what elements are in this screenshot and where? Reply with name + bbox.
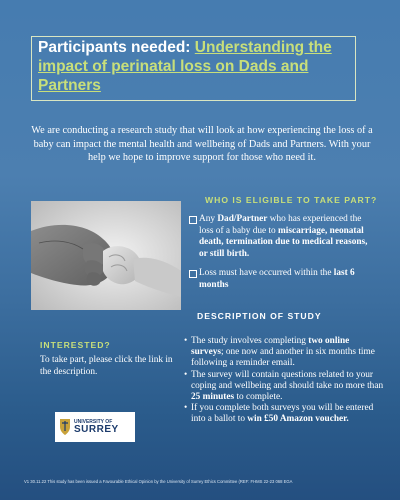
bold-text: last 6 months [199, 268, 355, 290]
list-item [184, 370, 384, 404]
hands-photo [31, 201, 181, 310]
checkbox-icon [189, 270, 197, 278]
logo-line2: SURREY [74, 423, 119, 435]
list-item [184, 336, 384, 370]
bold-text: miscarriage, neonatal death, termination due to medical reasons, or still birth. [199, 225, 368, 259]
title-lead: Participants needed: [38, 39, 191, 56]
description-list [184, 336, 384, 426]
interested-heading: INTERESTED? [40, 340, 111, 350]
text: Loss must have occurred within the [199, 268, 334, 278]
text: If you complete both surveys you will be entered into a ballot to [191, 403, 374, 425]
logo-line1: UNIVERSITY OF [74, 418, 113, 425]
description-heading: DESCRIPTION OF STUDY [197, 311, 322, 321]
text: to complete. [234, 392, 283, 403]
text: ; one now and another in six months time following a reminder email. [191, 347, 375, 369]
eligibility-heading: WHO IS ELIGIBLE TO TAKE PART? [205, 195, 378, 205]
bullet-icon: • [184, 369, 188, 380]
bold-text: 25 minutes [191, 392, 235, 403]
text: who has experienced the loss of a baby due to [199, 214, 362, 236]
bullet-icon: • [184, 336, 188, 346]
checkbox-icon [189, 216, 197, 224]
text: The survey will contain questions related to your coping and wellbeing and should take no more than [191, 369, 384, 391]
list-item [184, 403, 384, 425]
bold-text: two online surveys [191, 336, 350, 358]
university-logo [55, 412, 135, 442]
bullet-icon: • [184, 403, 188, 414]
text: The study involves completing [191, 336, 309, 346]
eligibility-list [189, 214, 369, 299]
text: Any [199, 214, 218, 224]
intro-paragraph: We are conducting a research study that will look at how experiencing the loss of a baby can impact the mental health and wellbeing of Dads and Partners. With your help we hope to improve support for those who need it. [31, 125, 373, 163]
hands-photo-graphic [31, 201, 181, 310]
bold-text: Dad/Partner [217, 214, 268, 224]
list-item [189, 268, 369, 291]
bold-text: win £50 Amazon voucher. [247, 414, 349, 425]
list-item [189, 214, 369, 260]
page-title [38, 38, 358, 95]
surrey-crest-icon [59, 418, 71, 436]
ethics-footer: V1 30.11.22 This study has been issued a Favourable Ethical Opinion by the University of Surrey Ethics Committee (REF: FHMS 22-23 068 EGA [24, 479, 293, 484]
interested-text: To take part, please click the link in the description. [40, 355, 173, 377]
title-topic: Understanding the impact of perinatal loss on Dads and Partners [38, 39, 332, 94]
